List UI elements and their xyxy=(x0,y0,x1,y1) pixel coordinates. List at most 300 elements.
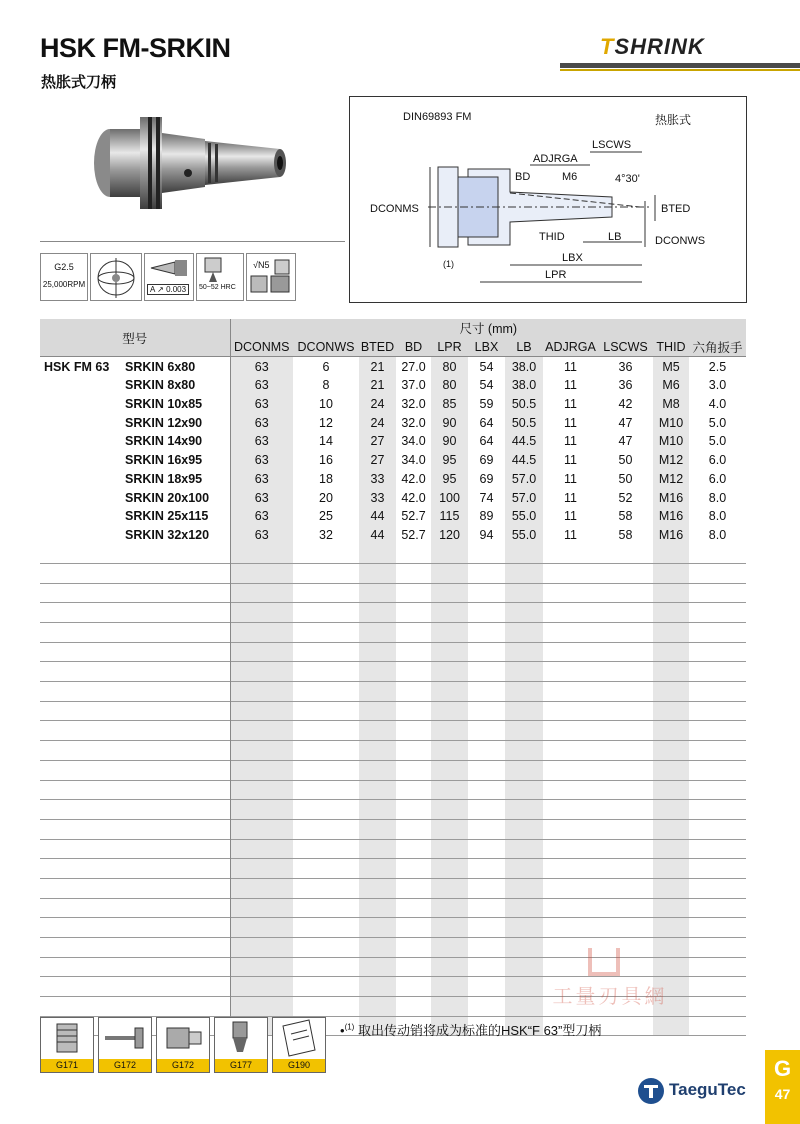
value-cell: 44.5 xyxy=(505,451,543,470)
value-cell xyxy=(359,682,396,702)
value-cell xyxy=(293,662,359,682)
value-cell: 55.0 xyxy=(505,507,543,526)
table-row xyxy=(40,603,746,623)
gyroscope-icon xyxy=(90,253,142,301)
value-cell: 57.0 xyxy=(505,488,543,507)
value-cell: 95 xyxy=(431,470,468,489)
value-cell xyxy=(230,957,293,977)
value-cell xyxy=(396,662,431,682)
value-cell: 24 xyxy=(359,413,396,432)
value-cell xyxy=(505,780,543,800)
page-title: HSK FM-SRKIN xyxy=(40,33,231,63)
value-cell: 8.0 xyxy=(708,490,727,505)
series-cell xyxy=(40,488,125,507)
product-photo xyxy=(90,103,300,223)
brand-prefix: T xyxy=(600,34,615,59)
model-header: 型号 xyxy=(40,319,230,357)
value-cell xyxy=(431,839,468,859)
value-cell xyxy=(468,741,505,761)
value-cell xyxy=(396,583,431,603)
value-cell xyxy=(543,701,598,721)
series-cell xyxy=(40,623,125,643)
table-body xyxy=(40,357,746,1036)
value-cell xyxy=(468,662,505,682)
value-cell xyxy=(293,839,359,859)
value-cell: 63 xyxy=(230,451,293,470)
model-cell xyxy=(125,800,230,820)
col-header: LSCWS xyxy=(598,338,653,357)
value-cell xyxy=(505,839,543,859)
value-cell: 80 xyxy=(431,357,468,376)
value-cell: 69 xyxy=(479,453,494,468)
value-cell: 32.0 xyxy=(401,415,426,430)
series-cell xyxy=(40,878,125,898)
value-cell xyxy=(431,544,468,563)
model-cell: SRKIN 18x95 xyxy=(125,471,203,486)
value-cell xyxy=(598,741,653,761)
series-cell xyxy=(40,741,125,761)
value-cell: 50.5 xyxy=(505,395,543,414)
value-cell: 74 xyxy=(479,490,494,505)
value-cell: 5.0 xyxy=(708,415,727,430)
value-cell xyxy=(293,859,359,879)
company-logo xyxy=(637,1076,747,1106)
value-cell xyxy=(230,800,293,820)
value-cell: 52.7 xyxy=(401,509,426,524)
value-cell xyxy=(653,760,689,780)
table-row xyxy=(40,859,746,879)
value-cell xyxy=(505,682,543,702)
model-cell xyxy=(125,938,230,958)
table-row xyxy=(40,741,746,761)
table-row xyxy=(40,780,746,800)
value-cell xyxy=(543,721,598,741)
value-cell: 21 xyxy=(359,357,396,376)
value-cell: 11 xyxy=(564,527,577,542)
model-cell: SRKIN 12x90 xyxy=(125,415,203,430)
dims-header: 尺寸 (mm) xyxy=(230,319,746,338)
value-cell: 120 xyxy=(431,526,468,545)
value-cell xyxy=(396,760,431,780)
dim-m6: M6 xyxy=(562,171,578,183)
value-cell: 63 xyxy=(230,470,293,489)
series-cell xyxy=(40,701,125,721)
dim-lbx: LBX xyxy=(562,252,583,264)
value-cell xyxy=(396,938,431,958)
ref-label: G172 xyxy=(99,1059,151,1072)
value-cell xyxy=(431,977,468,997)
value-cell: M12 xyxy=(653,470,689,489)
value-cell: 33 xyxy=(359,470,396,489)
series-cell xyxy=(40,526,125,545)
value-cell xyxy=(396,603,431,623)
value-cell xyxy=(689,623,746,643)
value-cell xyxy=(598,721,653,741)
col-header: LB xyxy=(505,338,543,357)
table-row xyxy=(40,451,746,470)
value-cell xyxy=(653,819,689,839)
table-row xyxy=(40,432,746,451)
value-cell: 8.0 xyxy=(708,527,727,542)
value-cell xyxy=(505,859,543,879)
table-row xyxy=(40,898,746,918)
value-cell xyxy=(230,819,293,839)
value-cell xyxy=(431,898,468,918)
value-cell xyxy=(230,682,293,702)
model-cell xyxy=(125,918,230,938)
value-cell: 11 xyxy=(564,397,577,412)
value-cell xyxy=(543,859,598,879)
value-cell xyxy=(543,623,598,643)
value-cell xyxy=(505,800,543,820)
value-cell: 63 xyxy=(230,357,293,376)
spec-table xyxy=(40,319,746,1036)
value-cell xyxy=(293,623,359,643)
value-cell: M6 xyxy=(653,376,689,395)
section-tab xyxy=(765,1050,800,1124)
value-cell xyxy=(598,839,653,859)
series-cell xyxy=(40,938,125,958)
value-cell xyxy=(431,878,468,898)
col-header: BTED xyxy=(359,338,396,357)
value-cell xyxy=(468,583,505,603)
model-cell: SRKIN 16x95 xyxy=(125,453,203,468)
table-row xyxy=(40,376,746,395)
value-cell xyxy=(598,701,653,721)
model-cell: SRKIN 14x90 xyxy=(125,434,203,449)
value-cell xyxy=(598,1016,653,1036)
value-cell: 11 xyxy=(564,434,577,449)
value-cell xyxy=(598,819,653,839)
value-cell xyxy=(543,662,598,682)
value-cell: 20 xyxy=(319,490,333,505)
value-cell: 63 xyxy=(230,413,293,432)
value-cell xyxy=(543,819,598,839)
value-cell xyxy=(505,819,543,839)
value-cell xyxy=(689,563,746,583)
value-cell xyxy=(396,997,431,1017)
value-cell xyxy=(468,701,505,721)
value-cell xyxy=(431,997,468,1017)
model-cell: SRKIN 32x120 xyxy=(125,527,210,542)
dim-bd: BD xyxy=(515,171,531,183)
table-row xyxy=(40,544,746,563)
value-cell xyxy=(359,898,396,918)
model-cell xyxy=(125,721,230,741)
value-cell xyxy=(505,918,543,938)
value-cell: 90 xyxy=(431,432,468,451)
value-cell xyxy=(468,682,505,702)
value-cell xyxy=(396,642,431,662)
value-cell xyxy=(653,563,689,583)
value-cell xyxy=(653,662,689,682)
value-cell xyxy=(543,642,598,662)
value-cell xyxy=(543,741,598,761)
value-cell xyxy=(468,878,505,898)
value-cell: 52.7 xyxy=(401,527,426,542)
value-cell xyxy=(396,563,431,583)
value-cell xyxy=(689,859,746,879)
series-cell xyxy=(40,395,125,414)
value-cell xyxy=(396,544,431,563)
value-cell: 8 xyxy=(322,378,330,393)
series-cell xyxy=(40,760,125,780)
dim-lb: LB xyxy=(608,231,622,243)
value-cell xyxy=(230,898,293,918)
value-cell xyxy=(505,878,543,898)
key-icon[interactable] xyxy=(98,1017,152,1073)
adapter-icon[interactable] xyxy=(156,1017,210,1073)
value-cell: 80 xyxy=(431,376,468,395)
table-row xyxy=(40,662,746,682)
insert-icon[interactable] xyxy=(40,1017,94,1073)
value-cell xyxy=(359,623,396,643)
roughness-icon xyxy=(246,253,296,301)
model-cell xyxy=(125,780,230,800)
value-cell xyxy=(230,997,293,1017)
value-cell xyxy=(689,898,746,918)
table-row xyxy=(40,878,746,898)
model-cell: SRKIN 6x80 xyxy=(125,359,196,374)
value-cell: 47 xyxy=(618,434,633,449)
value-cell xyxy=(431,780,468,800)
value-cell xyxy=(689,583,746,603)
value-cell xyxy=(230,662,293,682)
value-cell: 115 xyxy=(431,507,468,526)
value-cell xyxy=(230,623,293,643)
value-cell xyxy=(431,662,468,682)
value-cell xyxy=(598,780,653,800)
value-cell xyxy=(468,938,505,958)
value-cell: 55.0 xyxy=(505,526,543,545)
value-cell xyxy=(653,682,689,702)
model-cell xyxy=(125,623,230,643)
value-cell xyxy=(689,1016,746,1036)
technical-data-icon[interactable] xyxy=(272,1017,326,1073)
value-cell xyxy=(653,721,689,741)
value-cell xyxy=(359,997,396,1017)
ref-label: G171 xyxy=(41,1059,93,1072)
value-cell xyxy=(468,957,505,977)
model-cell xyxy=(125,603,230,623)
value-cell xyxy=(293,898,359,918)
value-cell xyxy=(396,898,431,918)
value-cell: 50.5 xyxy=(505,413,543,432)
value-cell: 11 xyxy=(564,490,577,505)
value-cell: 21 xyxy=(359,376,396,395)
value-cell xyxy=(293,878,359,898)
value-cell xyxy=(359,839,396,859)
value-cell xyxy=(505,957,543,977)
value-cell xyxy=(505,898,543,918)
value-cell: 25 xyxy=(319,509,333,524)
value-cell: M12 xyxy=(653,451,689,470)
value-cell xyxy=(359,878,396,898)
model-cell xyxy=(125,701,230,721)
model-cell: SRKIN 10x85 xyxy=(125,397,203,412)
value-cell xyxy=(431,859,468,879)
model-cell xyxy=(125,957,230,977)
value-cell xyxy=(543,583,598,603)
value-cell xyxy=(359,563,396,583)
value-cell xyxy=(468,977,505,997)
value-cell xyxy=(293,918,359,938)
value-cell xyxy=(468,800,505,820)
value-cell xyxy=(653,583,689,603)
value-cell xyxy=(359,701,396,721)
model-cell xyxy=(125,977,230,997)
value-cell xyxy=(689,878,746,898)
value-cell: 6.0 xyxy=(708,453,727,468)
value-cell: 11 xyxy=(564,359,577,374)
value-cell: 16 xyxy=(319,453,333,468)
value-cell xyxy=(431,918,468,938)
value-cell xyxy=(230,583,293,603)
value-cell: 54 xyxy=(479,378,494,393)
value-cell: 50 xyxy=(618,453,633,468)
value-cell xyxy=(359,957,396,977)
value-cell xyxy=(689,544,746,563)
value-cell xyxy=(396,800,431,820)
table-row xyxy=(40,701,746,721)
value-cell: 38.0 xyxy=(505,357,543,376)
col-header: THID xyxy=(653,338,689,357)
series-cell xyxy=(40,800,125,820)
dim-bted: BTED xyxy=(661,203,691,215)
value-cell xyxy=(293,938,359,958)
series-cell xyxy=(40,819,125,839)
value-cell: M16 xyxy=(653,526,689,545)
value-cell xyxy=(359,583,396,603)
value-cell: 95 xyxy=(431,451,468,470)
value-cell: 50 xyxy=(618,471,633,486)
value-cell xyxy=(543,918,598,938)
value-cell: 6.0 xyxy=(708,471,727,486)
value-cell: 44.5 xyxy=(505,432,543,451)
table-row xyxy=(40,760,746,780)
value-cell xyxy=(468,819,505,839)
value-cell: 14 xyxy=(319,434,333,449)
value-cell: 8.0 xyxy=(708,509,727,524)
value-cell: 4.0 xyxy=(708,397,727,412)
watermark-text: 工量刃具網 xyxy=(552,986,668,1008)
value-cell xyxy=(653,741,689,761)
value-cell xyxy=(359,662,396,682)
value-cell xyxy=(396,741,431,761)
header-bar-accent xyxy=(560,69,800,71)
value-cell xyxy=(689,760,746,780)
dim-dconws: DCONWS xyxy=(655,235,706,247)
value-cell xyxy=(230,780,293,800)
value-cell xyxy=(653,839,689,859)
value-cell: 36 xyxy=(618,359,633,374)
series-cell xyxy=(40,544,125,563)
value-cell xyxy=(468,839,505,859)
table-row xyxy=(40,413,746,432)
table-row xyxy=(40,682,746,702)
value-cell xyxy=(396,977,431,997)
value-cell xyxy=(689,741,746,761)
series-cell xyxy=(40,997,125,1017)
value-cell xyxy=(689,938,746,958)
model-cell xyxy=(125,563,230,583)
model-cell xyxy=(125,997,230,1017)
machine-icon[interactable] xyxy=(214,1017,268,1073)
value-cell xyxy=(293,682,359,702)
value-cell xyxy=(598,859,653,879)
value-cell xyxy=(598,898,653,918)
value-cell: M16 xyxy=(653,507,689,526)
value-cell: 12 xyxy=(319,415,333,430)
table-row xyxy=(40,642,746,662)
value-cell xyxy=(293,701,359,721)
dim-lscws: LSCWS xyxy=(592,139,632,151)
value-cell xyxy=(653,800,689,820)
value-cell xyxy=(505,583,543,603)
table-row xyxy=(40,507,746,526)
runout-value: 0.003 xyxy=(166,285,187,294)
dim-angle: 4°30' xyxy=(615,173,640,185)
table-row xyxy=(40,819,746,839)
value-cell xyxy=(468,563,505,583)
value-cell xyxy=(598,603,653,623)
value-cell xyxy=(230,544,293,563)
value-cell xyxy=(293,780,359,800)
value-cell xyxy=(543,563,598,583)
series-cell xyxy=(40,682,125,702)
watermark xyxy=(540,948,680,1006)
value-cell xyxy=(468,544,505,563)
table-row xyxy=(40,357,746,376)
footnote xyxy=(340,1020,601,1039)
value-cell xyxy=(293,583,359,603)
diagram-standard: DIN69893 FM xyxy=(403,111,472,123)
value-cell: 32 xyxy=(319,527,333,542)
diagram-type-label: 热胀式 xyxy=(655,113,692,127)
value-cell xyxy=(598,918,653,938)
value-cell xyxy=(230,563,293,583)
page-number: 47 xyxy=(774,1086,791,1102)
value-cell xyxy=(505,701,543,721)
table-row xyxy=(40,470,746,489)
series-cell xyxy=(40,507,125,526)
value-cell: 63 xyxy=(230,432,293,451)
ref-label: G190 xyxy=(273,1059,325,1072)
value-cell xyxy=(598,878,653,898)
value-cell xyxy=(468,760,505,780)
value-cell xyxy=(543,898,598,918)
value-cell xyxy=(431,760,468,780)
dim-thid: THID xyxy=(539,231,565,243)
value-cell: 85 xyxy=(431,395,468,414)
value-cell xyxy=(689,662,746,682)
value-cell xyxy=(431,563,468,583)
value-cell xyxy=(689,780,746,800)
value-cell xyxy=(293,721,359,741)
value-cell xyxy=(543,544,598,563)
value-cell: 69 xyxy=(479,471,494,486)
value-cell xyxy=(359,760,396,780)
ref-label: G172 xyxy=(157,1059,209,1072)
ref-label: G177 xyxy=(215,1059,267,1072)
model-cell xyxy=(125,898,230,918)
value-cell xyxy=(293,819,359,839)
value-cell xyxy=(689,642,746,662)
value-cell xyxy=(230,721,293,741)
col-header: DCONWS xyxy=(293,338,359,357)
value-cell xyxy=(689,918,746,938)
table-row xyxy=(40,800,746,820)
